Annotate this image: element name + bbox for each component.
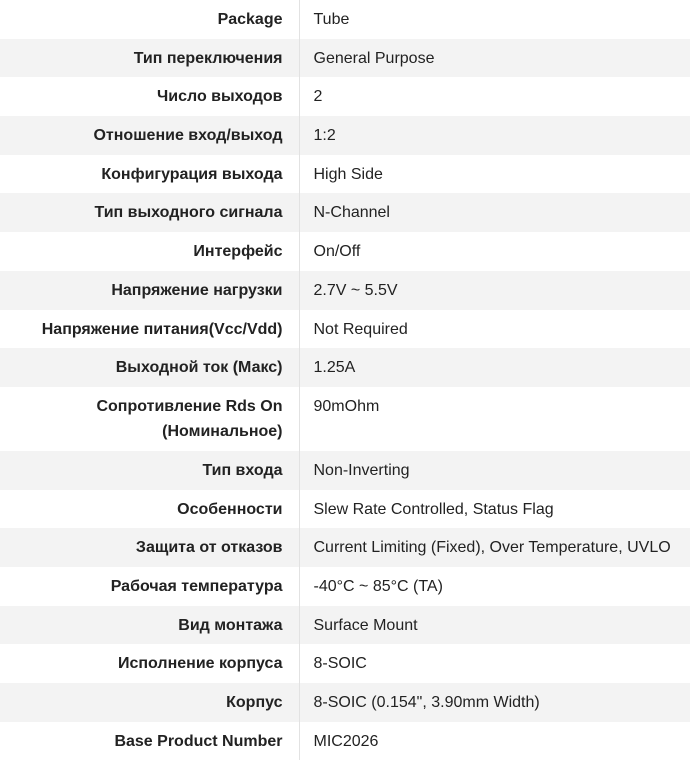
spec-row-load-voltage [0,271,690,310]
spec-row-case [0,683,690,722]
spec-label-cell [0,490,299,529]
spec-value: High Side [300,155,690,187]
spec-value: Slew Rate Controlled, Status Flag [300,490,690,522]
spec-value: MIC2026 [300,722,690,754]
spec-value-cell [299,271,690,310]
spec-label: Конфигурация выхода [0,155,299,187]
spec-value-cell [299,116,690,155]
spec-label-cell [0,0,299,39]
spec-value-cell [299,0,690,39]
spec-value: 1:2 [300,116,690,148]
spec-label-cell [0,683,299,722]
spec-row-output-config [0,155,690,194]
spec-label: Напряжение питания(Vcc/Vdd) [0,310,299,342]
spec-row-rds-on [0,387,690,451]
spec-value-cell [299,567,690,606]
spec-row-output-type [0,193,690,232]
spec-row-base-product-number [0,722,690,760]
spec-value-cell [299,77,690,116]
spec-value-cell [299,155,690,194]
spec-row-fault-protection [0,528,690,567]
spec-row-features [0,490,690,529]
spec-value: Current Limiting (Fixed), Over Temperature, UVLO [300,528,690,560]
spec-row-switch-type [0,39,690,78]
spec-label-cell [0,77,299,116]
spec-value: Surface Mount [300,606,690,638]
spec-label-cell [0,39,299,78]
spec-label-cell [0,644,299,683]
spec-label: Напряжение нагрузки [0,271,299,303]
spec-label: Рабочая температура [0,567,299,599]
spec-value: On/Off [300,232,690,264]
spec-value: N-Channel [300,193,690,225]
spec-row-supply-voltage [0,310,690,349]
spec-value-cell [299,39,690,78]
spec-label: Package [0,0,299,32]
spec-label: Отношение вход/выход [0,116,299,148]
spec-value-cell [299,232,690,271]
spec-label: Вид монтажа [0,606,299,638]
spec-label: Исполнение корпуса [0,644,299,676]
spec-label-cell [0,606,299,645]
spec-label: Выходной ток (Макс) [0,348,299,380]
spec-label-cell [0,387,299,451]
spec-value: Non-Inverting [300,451,690,483]
spec-value-cell [299,490,690,529]
spec-label-cell [0,348,299,387]
spec-row-mounting-type [0,606,690,645]
spec-value-cell [299,387,690,451]
spec-row-output-current [0,348,690,387]
spec-value: 90mOhm [300,387,690,419]
spec-label: Корпус [0,683,299,715]
spec-value: 8-SOIC [300,644,690,676]
spec-value-cell [299,528,690,567]
spec-label: Особенности [0,490,299,522]
spec-value: Not Required [300,310,690,342]
spec-value: Tube [300,0,690,32]
spec-label-cell [0,528,299,567]
spec-value: 8-SOIC (0.154", 3.90mm Width) [300,683,690,715]
spec-label: Base Product Number [0,722,299,754]
spec-label: Тип выходного сигнала [0,193,299,225]
spec-label: Тип входа [0,451,299,483]
spec-row-package [0,0,690,39]
spec-label-cell [0,310,299,349]
spec-label: Число выходов [0,77,299,109]
spec-value-cell [299,606,690,645]
spec-row-outputs-count [0,77,690,116]
spec-label-cell [0,193,299,232]
spec-row-interface [0,232,690,271]
spec-row-operating-temp [0,567,690,606]
spec-label-cell [0,116,299,155]
spec-row-package-variant [0,644,690,683]
spec-label-cell [0,232,299,271]
spec-value-cell [299,193,690,232]
spec-value: 2.7V ~ 5.5V [300,271,690,303]
spec-value-cell [299,722,690,760]
spec-row-input-type [0,451,690,490]
spec-label: Сопротивление Rds On (Номинальное) [0,387,299,444]
spec-label: Защита от отказов [0,528,299,560]
spec-value: -40°C ~ 85°C (TA) [300,567,690,599]
spec-value-cell [299,451,690,490]
spec-value: General Purpose [300,39,690,71]
spec-value-cell [299,644,690,683]
spec-label-cell [0,451,299,490]
spec-value: 1.25A [300,348,690,380]
spec-label-cell [0,722,299,760]
spec-label-cell [0,567,299,606]
spec-label-cell [0,155,299,194]
spec-label: Интерфейс [0,232,299,264]
spec-value: 2 [300,77,690,109]
spec-value-cell [299,348,690,387]
spec-value-cell [299,310,690,349]
spec-row-io-ratio [0,116,690,155]
spec-value-cell [299,683,690,722]
spec-label: Тип переключения [0,39,299,71]
spec-label-cell [0,271,299,310]
